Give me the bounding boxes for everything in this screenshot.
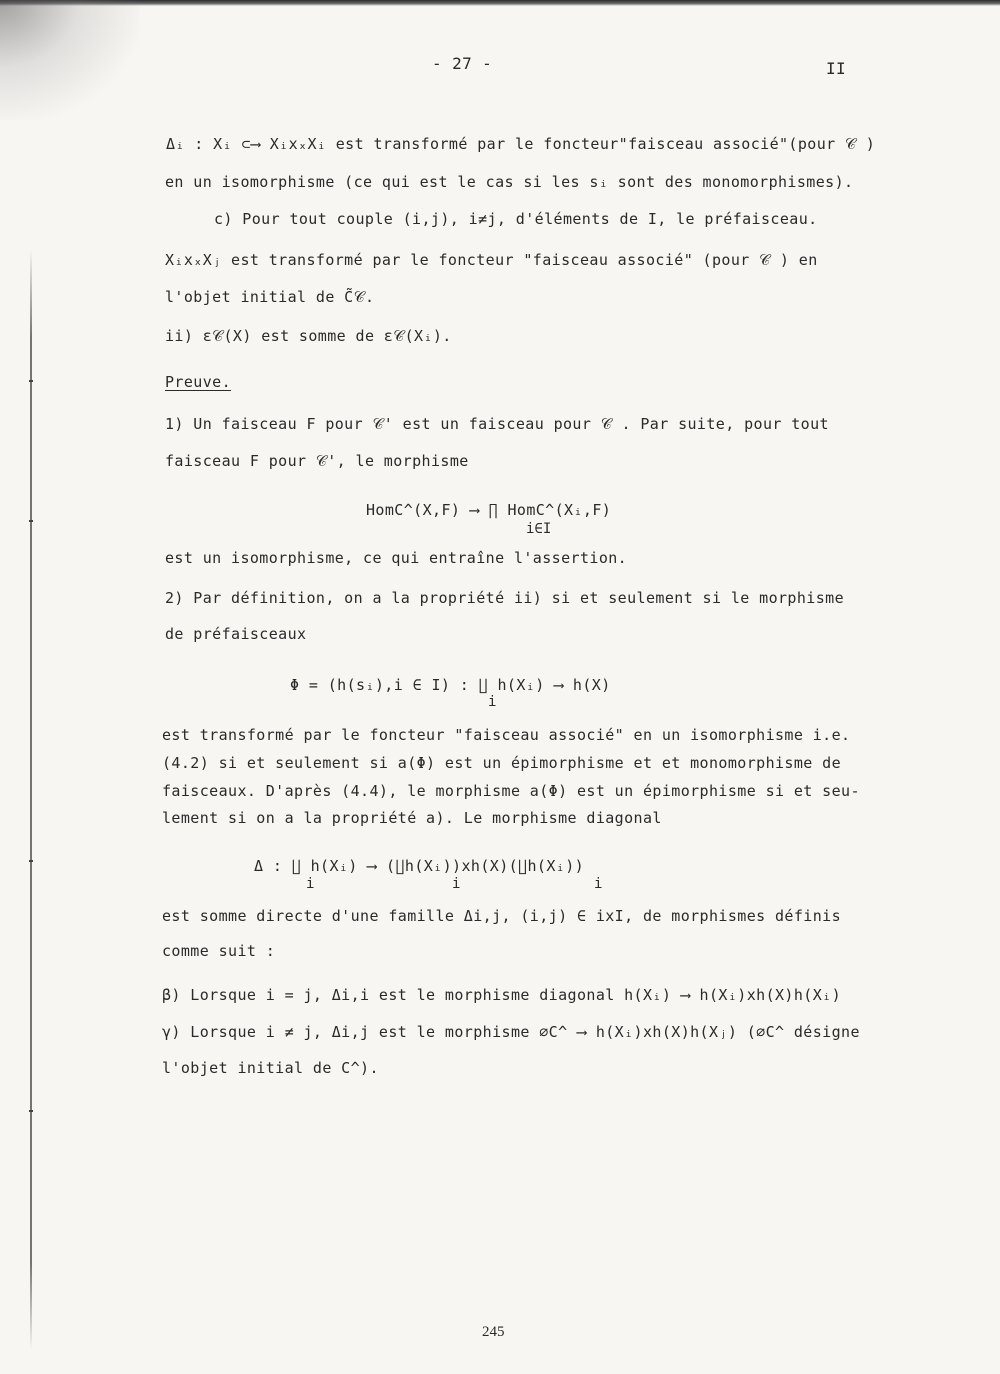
page-top-edge	[0, 0, 1000, 6]
formula-phi: Φ = (h(sᵢ),i ∈ I) : ∐ h(Xᵢ) ⟶ h(X)	[290, 676, 611, 694]
formula-index: i∈I	[526, 521, 552, 537]
proof-heading: Preuve.	[165, 373, 232, 391]
text-line: en un isomorphisme (ce qui est le cas si les sᵢ sont des monomorphismes).	[165, 173, 854, 191]
statement-ii: ii) ε𝒞(X) est somme de ε𝒞(Xᵢ).	[165, 327, 452, 345]
text-line: 2) Par définition, on a la propriété ii) si et seulement si le morphisme	[165, 589, 845, 607]
text-line: de préfaisceaux	[165, 625, 307, 643]
text-line: faisceaux. D'après (4.4), le morphisme a(Φ) est un épimorphisme si et seu-	[162, 782, 860, 800]
text-line: l'objet initial de C^).	[162, 1059, 379, 1077]
page-number: - 27 -	[432, 54, 493, 73]
binding-mark	[29, 1110, 33, 1112]
text-line: l'objet initial de C̃𝒞.	[165, 288, 375, 306]
text-line: est transformé par le foncteur "faisceau associé" en un isomorphisme i.e.	[162, 726, 851, 744]
text-line: XᵢxₓXⱼ est transformé par le foncteur "faisceau associé" (pour 𝒞 ) en	[165, 251, 818, 269]
binding-mark	[29, 380, 33, 382]
binding-edge	[30, 250, 32, 1350]
binding-mark	[29, 860, 33, 862]
formula-index: i	[488, 694, 497, 710]
text-line: Δᵢ : Xᵢ ⊂⟶ XᵢxₓXᵢ est transformé par le foncteur"faisceau associé"(pour 𝒞 )	[166, 135, 876, 153]
text-line: comme suit :	[162, 942, 276, 960]
folio-number: 245	[482, 1324, 505, 1340]
text-line: (4.2) si et seulement si a(Φ) est un épimorphisme et et monomorphisme de	[162, 754, 842, 772]
text-line: lement si on a la propriété a). Le morphisme diagonal	[162, 809, 662, 827]
text-line: 1) Un faisceau F pour 𝒞' est un faisceau pour 𝒞 . Par suite, pour tout	[165, 415, 829, 433]
formula-index: i	[594, 876, 603, 892]
case-beta: β) Lorsque i = j, Δi,i est le morphisme diagonal h(Xᵢ) ⟶ h(Xᵢ)xh(X)h(Xᵢ)	[162, 986, 842, 1004]
formula-hom: HomC^(X,F) ⟶ ∏ HomC^(Xᵢ,F)	[366, 501, 612, 519]
text-line: c) Pour tout couple (i,j), i≠j, d'éléments de I, le préfaisceau.	[214, 210, 818, 228]
case-gamma: γ) Lorsque i ≠ j, Δi,j est le morphisme ∅C^ ⟶ h(Xᵢ)xh(X)h(Xⱼ) (∅C^ désigne	[162, 1023, 860, 1041]
binding-mark	[29, 520, 33, 522]
scan-shadow	[0, 0, 140, 120]
formula-diagonal: Δ : ∐ h(Xᵢ) ⟶ (∐h(Xᵢ))xh(X)(∐h(Xᵢ))	[254, 857, 585, 875]
text-line: est un isomorphisme, ce qui entraîne l'assertion.	[165, 549, 628, 567]
formula-index: i	[306, 876, 315, 892]
text-line: est somme directe d'une famille Δi,j, (i,j) ∈ ixI, de morphismes définis	[162, 907, 842, 925]
text-line: faisceau F pour 𝒞', le morphisme	[165, 452, 469, 470]
formula-index: i	[452, 876, 461, 892]
chapter-number: II	[826, 59, 847, 78]
